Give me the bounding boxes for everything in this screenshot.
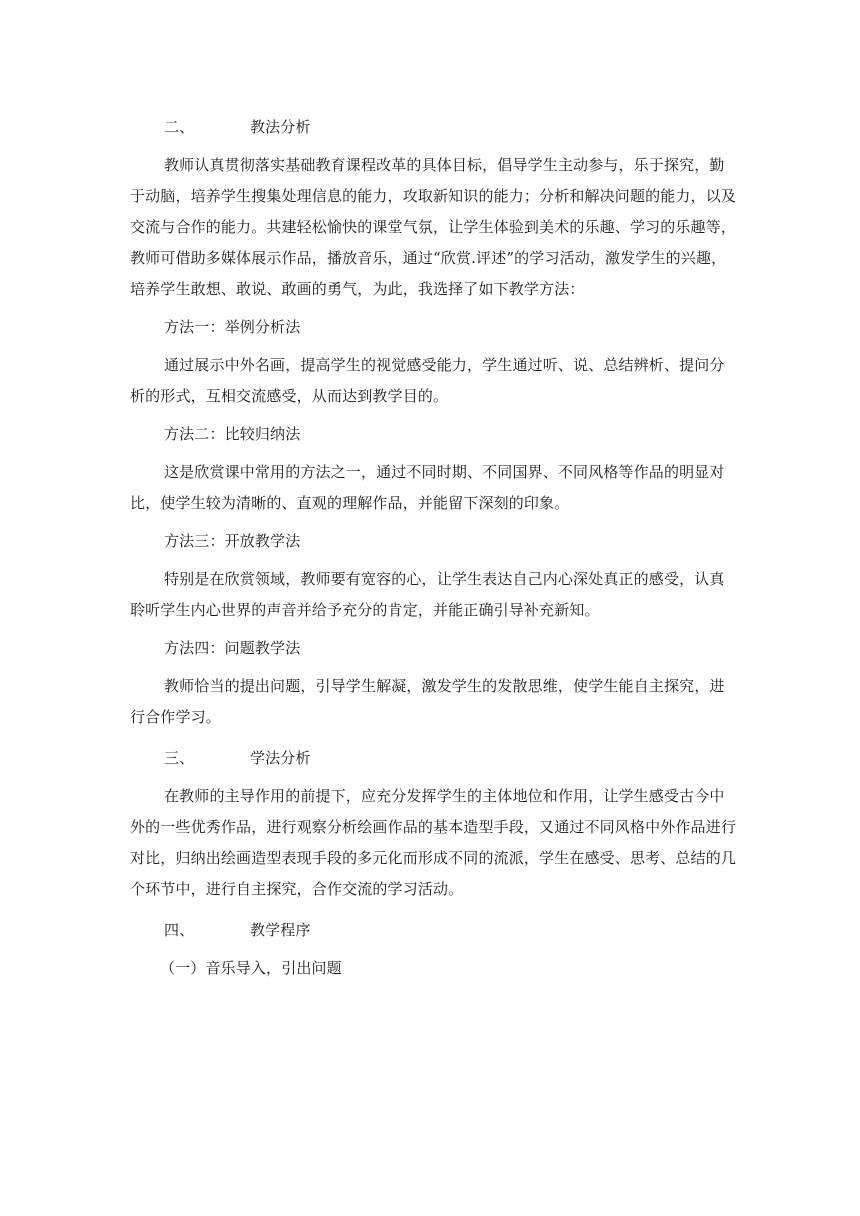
method-paragraph [130, 350, 740, 412]
paragraph-learning-methods [130, 781, 740, 905]
paragraph-line: 教师可借助多媒体展示作品，播放音乐，通过“欣赏.评述”的学习活动，激发学生的兴趣， [130, 249, 727, 267]
section-heading-learning-methods [130, 743, 740, 774]
section-title: 学法分析 [250, 749, 311, 767]
paragraph-line: 交流与合作的能力。共建轻松愉快的课堂气氛，让学生体验到美术的乐趣、学习的乐趣等， [130, 218, 737, 236]
paragraph-line: 个环节中，进行自主探究，合作交流的学习活动。 [130, 880, 464, 898]
paragraph-line: 对比，归纳出绘画造型表现手段的多元化而形成不同的流派，学生在感受、思考、总结的几 [130, 849, 737, 867]
section-number: 四、 [164, 921, 195, 939]
method-paragraph [130, 671, 740, 733]
section-heading-teaching-procedure [130, 915, 740, 946]
paragraph-line: 通过展示中外名画，提高学生的视觉感受能力，学生通过听、说、总结辨析、提问分 [164, 356, 725, 374]
paragraph-line: 于动脑，培养学生搜集处理信息的能力，攻取新知识的能力；分析和解决问题的能力，以及 [130, 187, 737, 205]
method-title: 方法三：开放教学法 [164, 532, 301, 550]
section-number: 二、 [164, 118, 195, 136]
section-title: 教法分析 [250, 118, 311, 136]
paragraph-line: 外的一些优秀作品，进行观察分析绘画作品的基本造型手段，又通过不同风格中外作品进行 [130, 818, 737, 836]
paragraph-line: 教师认真贯彻落实基础教育课程改革的具体目标，倡导学生主动参与，乐于探究，勤 [164, 156, 725, 174]
method-title: 方法二：比较归纳法 [164, 425, 301, 443]
method-paragraph [130, 564, 740, 626]
paragraph-line: 行合作学习。 [130, 708, 221, 726]
paragraph-line: 教师恰当的提出问题，引导学生解凝，激发学生的发散思维，使学生能自主探究，进 [164, 677, 725, 695]
paragraph-line: 析的形式，互相交流感受，从而达到教学目的。 [130, 387, 449, 405]
section-heading-teaching-methods [130, 112, 740, 143]
method-title: 方法四：问题教学法 [164, 639, 301, 657]
paragraph-line: 培养学生敢想、敢说、敢画的勇气，为此，我选择了如下教学方法： [130, 280, 585, 298]
paragraph-teaching-methods [130, 150, 740, 305]
subsection-heading: （一）音乐导入，引出问题 [160, 959, 342, 977]
paragraph-line: 这是欣赏课中常用的方法之一，通过不同时期、不同国界、不同风格等作品的明显对 [164, 463, 725, 481]
paragraph-line: 聆听学生内心世界的声音并给予充分的肯定，并能正确引导补充新知。 [130, 601, 600, 619]
section-number: 三、 [164, 749, 195, 767]
method-paragraph [130, 457, 740, 519]
paragraph-line: 在教师的主导作用的前提下，应充分发挥学生的主体地位和作用，让学生感受古今中 [164, 787, 725, 805]
paragraph-line: 比，使学生较为清晰的、直观的理解作品，并能留下深刻的印象。 [130, 494, 570, 512]
paragraph-line: 特别是在欣赏领域，教师要有宽容的心，让学生表达自己内心深处真正的感受，认真 [164, 570, 725, 588]
document-body [130, 112, 740, 984]
section-title: 教学程序 [250, 921, 311, 939]
method-title: 方法一：举例分析法 [164, 318, 301, 336]
